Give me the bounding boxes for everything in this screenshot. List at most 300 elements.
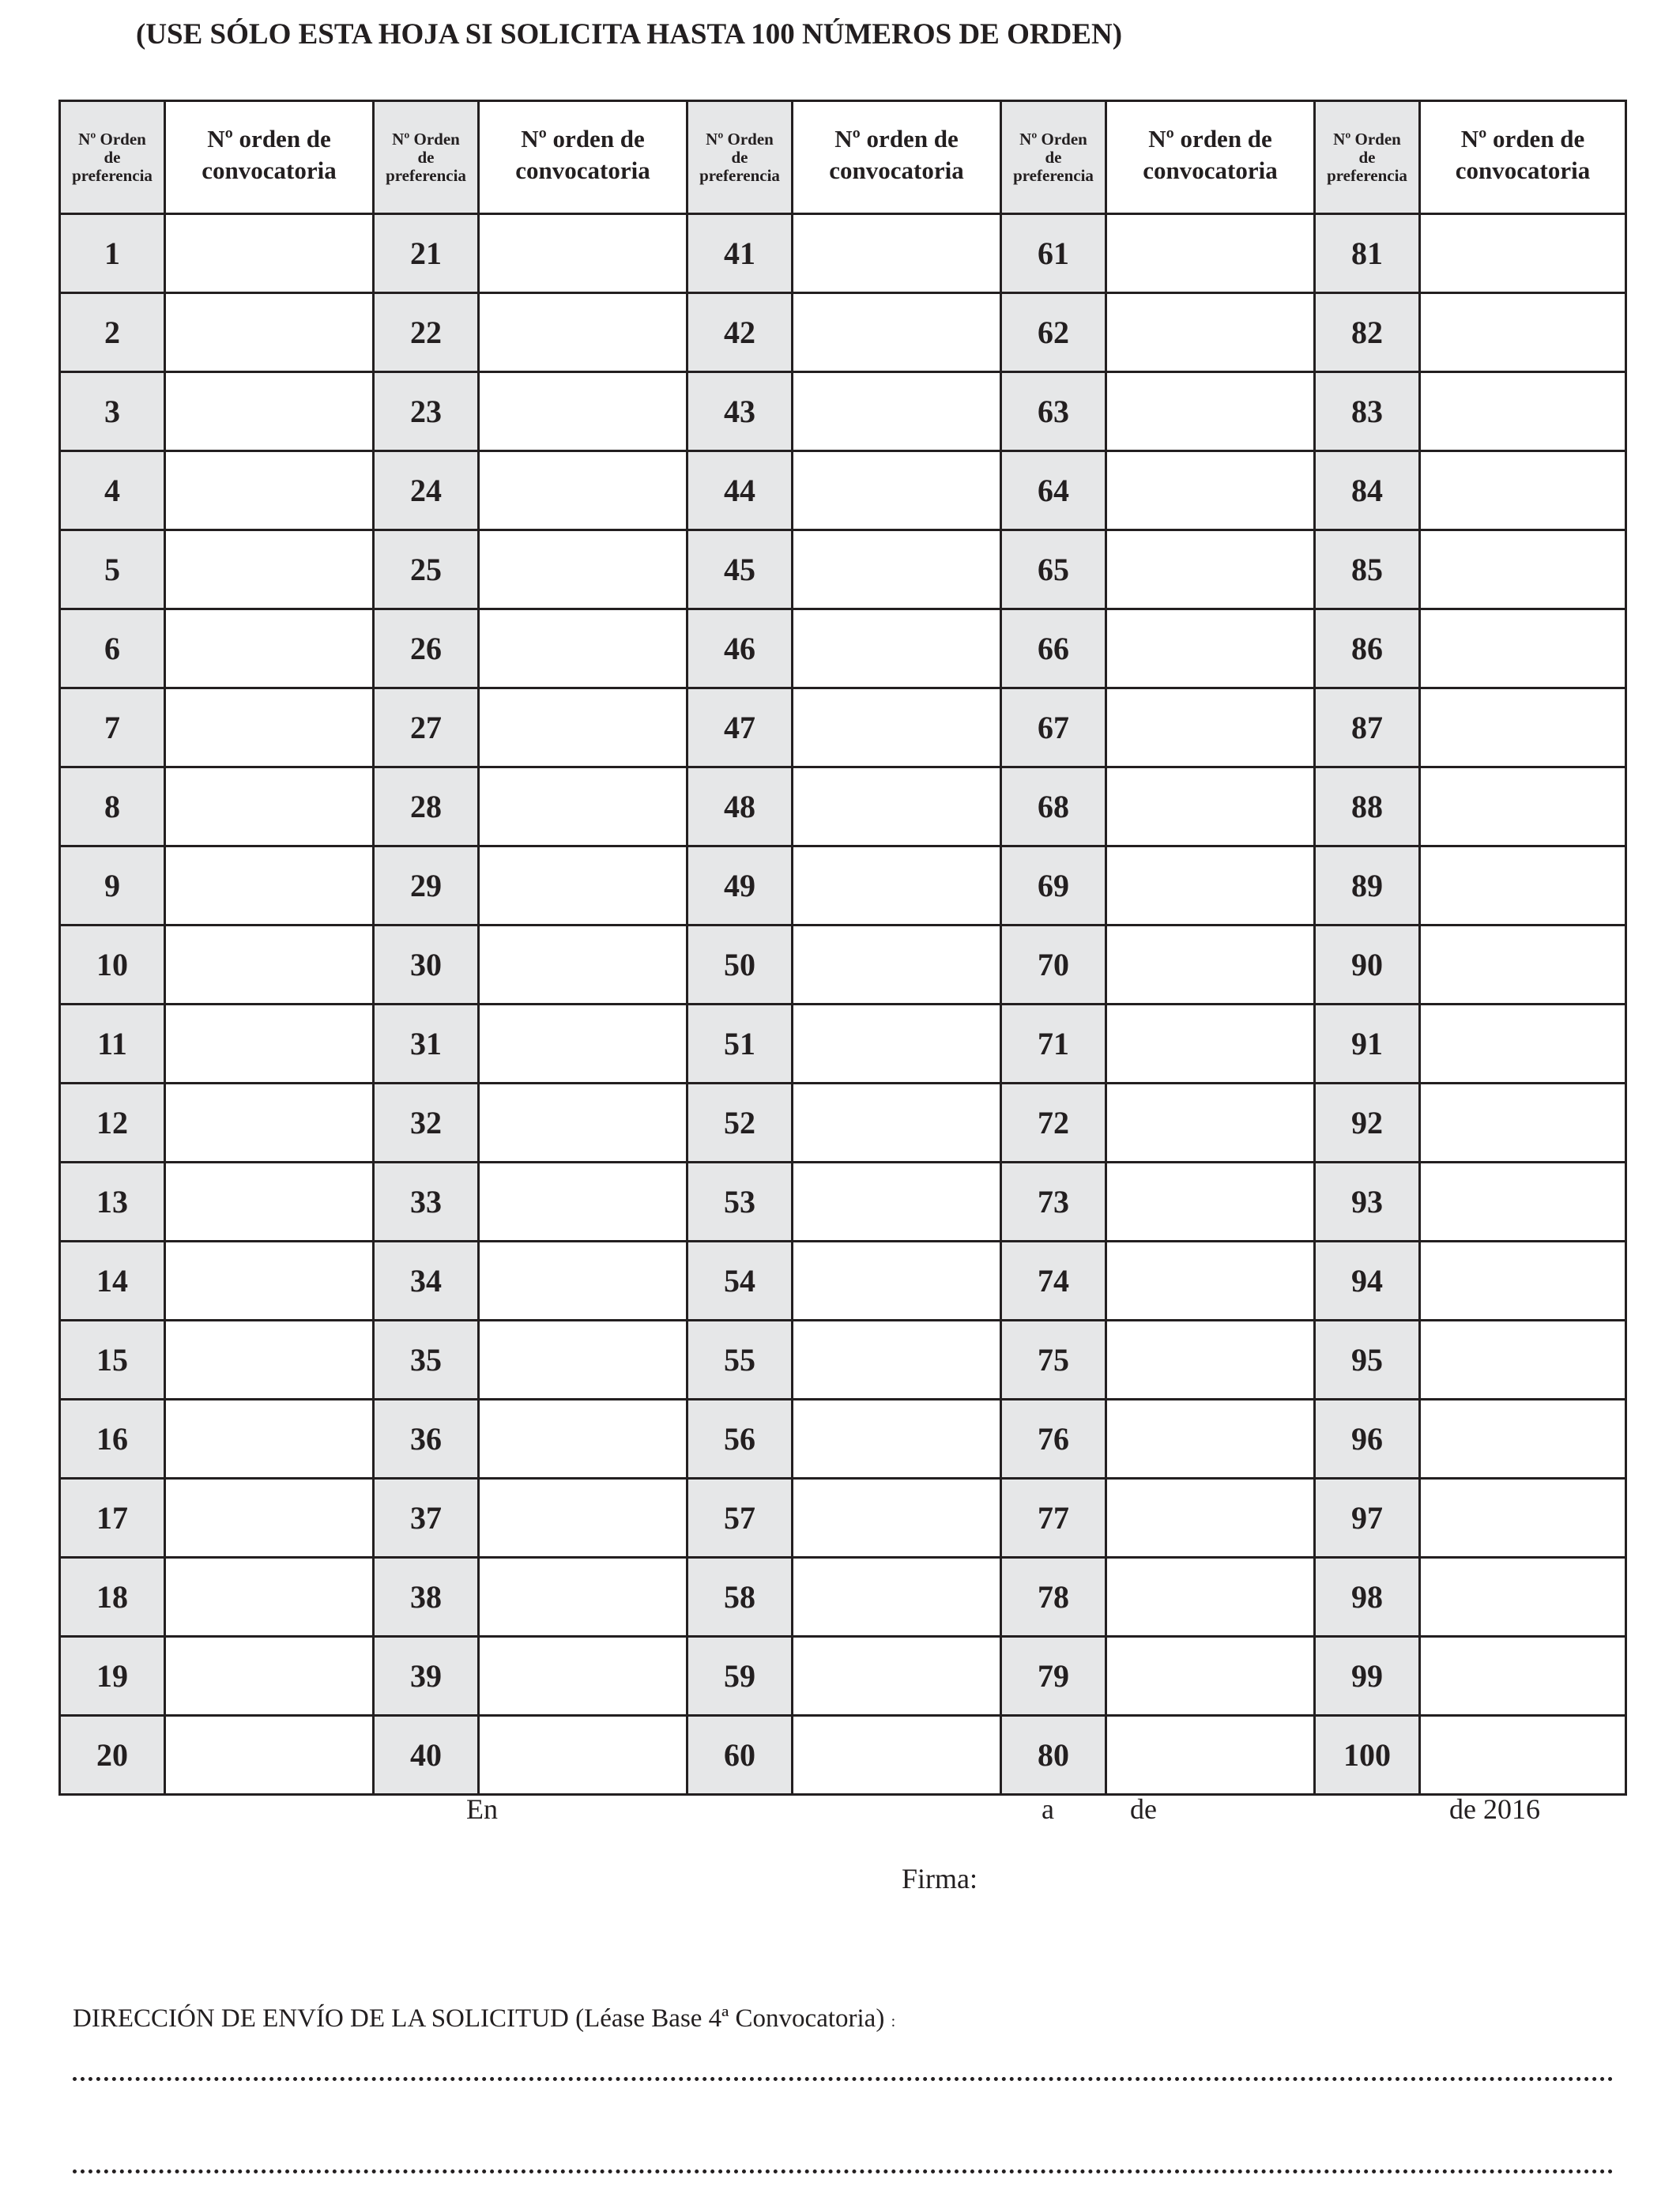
preference-number-cell (374, 846, 479, 925)
preference-number-cell (1001, 925, 1106, 1005)
preference-number: 99 (1351, 1658, 1383, 1694)
preference-number-cell (1315, 372, 1420, 451)
call-order-entry-cell[interactable] (793, 1321, 1001, 1400)
preference-number: 97 (1351, 1500, 1383, 1536)
header-preference-line: Nº Orden (392, 129, 460, 149)
call-order-entry-cell[interactable] (479, 214, 687, 293)
preference-number: 32 (410, 1105, 442, 1140)
call-order-entry-cell[interactable] (165, 767, 374, 846)
call-order-entry-cell[interactable] (1106, 1321, 1315, 1400)
call-order-entry-cell[interactable] (479, 925, 687, 1005)
preference-number-cell (687, 1400, 793, 1479)
call-order-entry-cell[interactable] (1106, 214, 1315, 293)
table-row (60, 530, 1626, 609)
preference-number: 85 (1351, 552, 1383, 587)
preference-number-cell (374, 1716, 479, 1795)
preference-number-cell (1315, 214, 1420, 293)
call-order-entry-cell[interactable] (165, 372, 374, 451)
preference-number: 56 (724, 1421, 755, 1457)
preference-number: 29 (410, 868, 442, 903)
preference-number: 67 (1038, 710, 1069, 745)
preference-number: 51 (724, 1026, 755, 1061)
preference-number: 80 (1038, 1737, 1069, 1773)
preference-number: 30 (410, 947, 442, 982)
preference-number: 69 (1038, 868, 1069, 903)
call-order-entry-cell[interactable] (793, 451, 1001, 530)
preference-number-cell (687, 1637, 793, 1716)
call-order-entry-cell[interactable] (479, 530, 687, 609)
preference-number-cell (1315, 1084, 1420, 1163)
call-order-entry-cell[interactable] (165, 214, 374, 293)
call-order-entry-cell[interactable] (1420, 925, 1626, 1005)
preference-number: 20 (96, 1737, 128, 1773)
year-label: de 2016 (1449, 1793, 1540, 1825)
preference-number-cell (1001, 1005, 1106, 1084)
header-call-line: convocatoria (829, 156, 964, 184)
call-order-entry-cell[interactable] (793, 609, 1001, 688)
call-order-entry-cell[interactable] (1420, 530, 1626, 609)
header-preference-line: Nº Orden (706, 129, 774, 149)
preference-number: 50 (724, 947, 755, 982)
call-order-entry-cell[interactable] (1106, 1242, 1315, 1321)
preference-number-cell (687, 767, 793, 846)
header-preference-line: Nº Orden (1333, 129, 1401, 149)
preference-number: 45 (724, 552, 755, 587)
call-order-entry-cell[interactable] (1106, 1637, 1315, 1716)
preference-number-cell (687, 372, 793, 451)
preference-number: 23 (410, 394, 442, 429)
header-call-line: Nº orden de (207, 125, 331, 153)
preference-number-cell (1001, 688, 1106, 767)
call-order-entry-cell[interactable] (793, 372, 1001, 451)
call-order-entry-cell[interactable] (479, 1400, 687, 1479)
call-order-entry-cell[interactable] (1420, 1400, 1626, 1479)
call-order-entry-cell[interactable] (1420, 1163, 1626, 1242)
preference-number-cell (1001, 214, 1106, 293)
call-order-entry-cell[interactable] (793, 925, 1001, 1005)
call-order-entry-cell[interactable] (1420, 214, 1626, 293)
call-order-entry-cell[interactable] (1420, 1242, 1626, 1321)
preference-number-cell (1315, 451, 1420, 530)
preference-number-cell (1001, 451, 1106, 530)
place-label: En (466, 1793, 498, 1825)
preference-number: 91 (1351, 1026, 1383, 1061)
call-order-entry-cell[interactable] (793, 1479, 1001, 1558)
call-order-entry-cell[interactable] (1420, 1084, 1626, 1163)
call-order-entry-cell[interactable] (1420, 1005, 1626, 1084)
preference-number: 26 (410, 631, 442, 666)
preference-number-cell (687, 530, 793, 609)
preference-number-cell (374, 609, 479, 688)
call-order-entry-cell[interactable] (793, 688, 1001, 767)
call-order-entry-cell[interactable] (793, 1242, 1001, 1321)
preference-number-cell (1001, 293, 1106, 372)
call-order-entry-cell[interactable] (1106, 293, 1315, 372)
call-order-entry-cell[interactable] (165, 688, 374, 767)
call-order-entry-cell[interactable] (479, 1084, 687, 1163)
preference-number: 31 (410, 1026, 442, 1061)
preference-number: 96 (1351, 1421, 1383, 1457)
header-call-line: Nº orden de (834, 125, 959, 153)
preference-number: 21 (410, 236, 442, 271)
call-order-entry-cell[interactable] (165, 609, 374, 688)
preference-number-cell (687, 1479, 793, 1558)
call-order-entry-cell[interactable] (479, 1558, 687, 1637)
preference-number: 1 (104, 236, 120, 271)
preference-number: 58 (724, 1579, 755, 1615)
call-order-entry-cell[interactable] (479, 609, 687, 688)
table-row (60, 688, 1626, 767)
header-preference-line: de (731, 147, 748, 167)
preference-number: 16 (96, 1421, 128, 1457)
call-order-entry-cell[interactable] (1420, 1558, 1626, 1637)
call-order-entry-cell[interactable] (1106, 451, 1315, 530)
preference-number: 72 (1038, 1105, 1069, 1140)
preference-number: 2 (104, 315, 120, 350)
header-preference-order (1001, 101, 1106, 214)
call-order-entry-cell[interactable] (1420, 451, 1626, 530)
table-row (60, 1163, 1626, 1242)
header-call-line: Nº orden de (521, 125, 645, 153)
preference-number: 65 (1038, 552, 1069, 587)
call-order-entry-cell[interactable] (793, 1084, 1001, 1163)
call-order-entry-cell[interactable] (165, 925, 374, 1005)
address-heading (73, 2004, 895, 2034)
address-colon: : (891, 2013, 896, 2030)
call-order-entry-cell[interactable] (1106, 1400, 1315, 1479)
table-row (60, 1321, 1626, 1400)
preference-number-cell (374, 1637, 479, 1716)
order-numbers-table (58, 100, 1627, 1796)
preference-number: 98 (1351, 1579, 1383, 1615)
header-call-order (793, 101, 1001, 214)
call-order-entry-cell[interactable] (479, 688, 687, 767)
header-preference-line: de (1358, 147, 1376, 167)
preference-number-cell (1001, 767, 1106, 846)
call-order-entry-cell[interactable] (1106, 1558, 1315, 1637)
preference-number: 15 (96, 1342, 128, 1378)
preference-number-cell (1315, 1321, 1420, 1400)
call-order-entry-cell[interactable] (793, 530, 1001, 609)
header-call-order (1420, 101, 1626, 214)
preference-number: 70 (1038, 947, 1069, 982)
call-order-entry-cell[interactable] (793, 293, 1001, 372)
table-row (60, 1242, 1626, 1321)
preference-number-cell (687, 688, 793, 767)
call-order-entry-cell[interactable] (165, 1637, 374, 1716)
preference-number: 87 (1351, 710, 1383, 745)
preference-number: 89 (1351, 868, 1383, 903)
call-order-entry-cell[interactable] (1106, 1005, 1315, 1084)
table-row (60, 1400, 1626, 1479)
call-order-entry-cell[interactable] (1106, 1479, 1315, 1558)
call-order-entry-cell[interactable] (165, 1558, 374, 1637)
call-order-entry-cell[interactable] (793, 1716, 1001, 1795)
preference-number-cell (374, 688, 479, 767)
preference-number-cell (1315, 1005, 1420, 1084)
preference-number: 43 (724, 394, 755, 429)
table-row (60, 1716, 1626, 1795)
call-order-entry-cell[interactable] (793, 214, 1001, 293)
preference-number-cell (60, 1716, 165, 1795)
preference-number: 53 (724, 1184, 755, 1220)
preference-number: 90 (1351, 947, 1383, 982)
preference-number-cell (60, 1084, 165, 1163)
preference-number-cell (1001, 530, 1106, 609)
table-row (60, 767, 1626, 846)
call-order-entry-cell[interactable] (793, 1558, 1001, 1637)
preference-number-cell (374, 1084, 479, 1163)
preference-number-cell (60, 1242, 165, 1321)
call-order-entry-cell[interactable] (1420, 1637, 1626, 1716)
table-row (60, 1479, 1626, 1558)
call-order-entry-cell[interactable] (479, 1479, 687, 1558)
preference-number-cell (60, 1163, 165, 1242)
preference-number: 33 (410, 1184, 442, 1220)
preference-number-cell (687, 1005, 793, 1084)
preference-number: 100 (1343, 1737, 1391, 1773)
preference-number-cell (687, 214, 793, 293)
call-order-entry-cell[interactable] (1420, 372, 1626, 451)
preference-number: 64 (1038, 473, 1069, 508)
call-order-entry-cell[interactable] (479, 1637, 687, 1716)
preference-number-cell (1001, 1716, 1106, 1795)
header-call-line: convocatoria (1143, 156, 1278, 184)
preference-number: 84 (1351, 473, 1383, 508)
call-order-entry-cell[interactable] (1106, 688, 1315, 767)
preference-number-cell (687, 1558, 793, 1637)
preference-number: 71 (1038, 1026, 1069, 1061)
preference-number-cell (1001, 1242, 1106, 1321)
preference-number-cell (60, 451, 165, 530)
preference-number: 79 (1038, 1658, 1069, 1694)
call-order-entry-cell[interactable] (165, 530, 374, 609)
call-order-entry-cell[interactable] (1106, 372, 1315, 451)
header-call-line: convocatoria (202, 156, 337, 184)
call-order-entry-cell[interactable] (1420, 293, 1626, 372)
call-order-entry-cell[interactable] (165, 1400, 374, 1479)
preference-number-cell (60, 846, 165, 925)
call-order-entry-cell[interactable] (793, 846, 1001, 925)
preference-number-cell (687, 609, 793, 688)
preference-number-cell (687, 1242, 793, 1321)
preference-number-cell (374, 451, 479, 530)
preference-number: 75 (1038, 1342, 1069, 1378)
preference-number: 78 (1038, 1579, 1069, 1615)
preference-number-cell (1001, 846, 1106, 925)
preference-number: 88 (1351, 789, 1383, 824)
call-order-entry-cell[interactable] (165, 1163, 374, 1242)
call-order-entry-cell[interactable] (165, 1479, 374, 1558)
preference-number-cell (60, 609, 165, 688)
call-order-entry-cell[interactable] (165, 1716, 374, 1795)
preference-number: 73 (1038, 1184, 1069, 1220)
call-order-entry-cell[interactable] (165, 293, 374, 372)
call-order-entry-cell[interactable] (1420, 1479, 1626, 1558)
header-preference-line: de (417, 147, 435, 167)
preference-number-cell (374, 372, 479, 451)
call-order-entry-cell[interactable] (479, 1242, 687, 1321)
call-order-entry-cell[interactable] (1106, 1163, 1315, 1242)
preference-number: 11 (97, 1026, 127, 1061)
day-label: a (1042, 1793, 1054, 1825)
preference-number-cell (374, 1005, 479, 1084)
preference-number-cell (1315, 925, 1420, 1005)
call-order-entry-cell[interactable] (1420, 767, 1626, 846)
call-order-entry-cell[interactable] (479, 1716, 687, 1795)
preference-number: 6 (104, 631, 120, 666)
preference-number-cell (1315, 1716, 1420, 1795)
preference-number: 44 (724, 473, 755, 508)
header-call-order (1106, 101, 1315, 214)
preference-number: 59 (724, 1658, 755, 1694)
preference-number: 25 (410, 552, 442, 587)
header-preference-line: preferencia (72, 165, 153, 185)
table-row (60, 1084, 1626, 1163)
preference-number: 66 (1038, 631, 1069, 666)
call-order-entry-cell[interactable] (165, 451, 374, 530)
preference-number: 17 (96, 1500, 128, 1536)
table-row (60, 1637, 1626, 1716)
preference-number-cell (374, 1400, 479, 1479)
call-order-entry-cell[interactable] (1106, 767, 1315, 846)
preference-number-cell (60, 1321, 165, 1400)
preference-number-cell (374, 1479, 479, 1558)
preference-number: 39 (410, 1658, 442, 1694)
preference-number-cell (60, 293, 165, 372)
header-call-line: Nº orden de (1460, 125, 1585, 153)
preference-number-cell (687, 1163, 793, 1242)
preference-number-cell (60, 688, 165, 767)
call-order-entry-cell[interactable] (1420, 609, 1626, 688)
preference-number: 35 (410, 1342, 442, 1378)
preference-number-cell (687, 846, 793, 925)
preference-number-cell (1315, 530, 1420, 609)
preference-number-cell (60, 1400, 165, 1479)
call-order-entry-cell[interactable] (479, 1163, 687, 1242)
call-order-entry-cell[interactable] (479, 1005, 687, 1084)
call-order-entry-cell[interactable] (793, 1637, 1001, 1716)
call-order-entry-cell[interactable] (1106, 1084, 1315, 1163)
call-order-entry-cell[interactable] (479, 451, 687, 530)
call-order-entry-cell[interactable] (793, 1400, 1001, 1479)
preference-number-cell (687, 451, 793, 530)
call-order-entry-cell[interactable] (479, 767, 687, 846)
table-row (60, 293, 1626, 372)
call-order-entry-cell[interactable] (165, 846, 374, 925)
preference-number-cell (60, 767, 165, 846)
call-order-entry-cell[interactable] (479, 1321, 687, 1400)
preference-number: 13 (96, 1184, 128, 1220)
header-preference-order (60, 101, 165, 214)
signature-label: Firma: (902, 1863, 977, 1894)
table-header-row (60, 101, 1626, 214)
call-order-entry-cell[interactable] (165, 1242, 374, 1321)
preference-number-cell (1315, 688, 1420, 767)
call-order-entry-cell[interactable] (793, 1163, 1001, 1242)
preference-number: 9 (104, 868, 120, 903)
preference-number: 92 (1351, 1105, 1383, 1140)
table-row (60, 214, 1626, 293)
call-order-entry-cell[interactable] (165, 1084, 374, 1163)
call-order-entry-cell[interactable] (165, 1321, 374, 1400)
call-order-entry-cell[interactable] (479, 846, 687, 925)
preference-number: 93 (1351, 1184, 1383, 1220)
header-call-line: Nº orden de (1148, 125, 1272, 153)
preference-number: 3 (104, 394, 120, 429)
preference-number-cell (1315, 609, 1420, 688)
preference-number-cell (1315, 1479, 1420, 1558)
call-order-entry-cell[interactable] (479, 372, 687, 451)
call-order-entry-cell[interactable] (479, 293, 687, 372)
page-title: (USE SÓLO ESTA HOJA SI SOLICITA HASTA 100 NÚMEROS DE ORDEN) (136, 18, 1123, 51)
preference-number: 37 (410, 1500, 442, 1536)
header-preference-order (374, 101, 479, 214)
header-preference-order (687, 101, 793, 214)
header-preference-line: preferencia (1013, 165, 1094, 185)
preference-number-cell (687, 293, 793, 372)
preference-number-cell (60, 214, 165, 293)
preference-number: 86 (1351, 631, 1383, 666)
call-order-entry-cell[interactable] (1420, 688, 1626, 767)
preference-number: 52 (724, 1105, 755, 1140)
address-line-2[interactable] (73, 2169, 1614, 2173)
preference-number: 61 (1038, 236, 1069, 271)
call-order-entry-cell[interactable] (1106, 846, 1315, 925)
call-order-entry-cell[interactable] (1106, 925, 1315, 1005)
preference-number-cell (1315, 1163, 1420, 1242)
preference-number-cell (1315, 767, 1420, 846)
table-row (60, 1558, 1626, 1637)
preference-number-cell (374, 925, 479, 1005)
call-order-entry-cell[interactable] (165, 1005, 374, 1084)
header-preference-line: Nº Orden (1019, 129, 1087, 149)
preference-number: 34 (410, 1263, 442, 1299)
call-order-entry-cell[interactable] (1106, 1716, 1315, 1795)
call-order-entry-cell[interactable] (1420, 1716, 1626, 1795)
address-line-1[interactable] (73, 2077, 1614, 2081)
call-order-entry-cell[interactable] (793, 767, 1001, 846)
preference-number-cell (60, 530, 165, 609)
preference-number-cell (374, 293, 479, 372)
preference-number: 41 (724, 236, 755, 271)
header-call-line: convocatoria (515, 156, 650, 184)
preference-number: 46 (724, 631, 755, 666)
preference-number-cell (1001, 1479, 1106, 1558)
header-preference-line: de (1045, 147, 1062, 167)
call-order-entry-cell[interactable] (1106, 530, 1315, 609)
preference-number: 63 (1038, 394, 1069, 429)
header-preference-line: Nº Orden (78, 129, 146, 149)
preference-number: 5 (104, 552, 120, 587)
call-order-entry-cell[interactable] (793, 1005, 1001, 1084)
header-preference-line: preferencia (699, 165, 780, 185)
preference-number-cell (374, 1242, 479, 1321)
preference-number-cell (687, 1716, 793, 1795)
preference-number: 68 (1038, 789, 1069, 824)
preference-number: 42 (724, 315, 755, 350)
call-order-entry-cell[interactable] (1420, 1321, 1626, 1400)
month-label: de (1130, 1793, 1157, 1825)
preference-number-cell (1315, 1242, 1420, 1321)
header-call-line: convocatoria (1455, 156, 1591, 184)
preference-number: 74 (1038, 1263, 1069, 1299)
call-order-entry-cell[interactable] (1106, 609, 1315, 688)
call-order-entry-cell[interactable] (1420, 846, 1626, 925)
preference-number-cell (687, 1084, 793, 1163)
header-call-order (165, 101, 374, 214)
preference-number: 76 (1038, 1421, 1069, 1457)
